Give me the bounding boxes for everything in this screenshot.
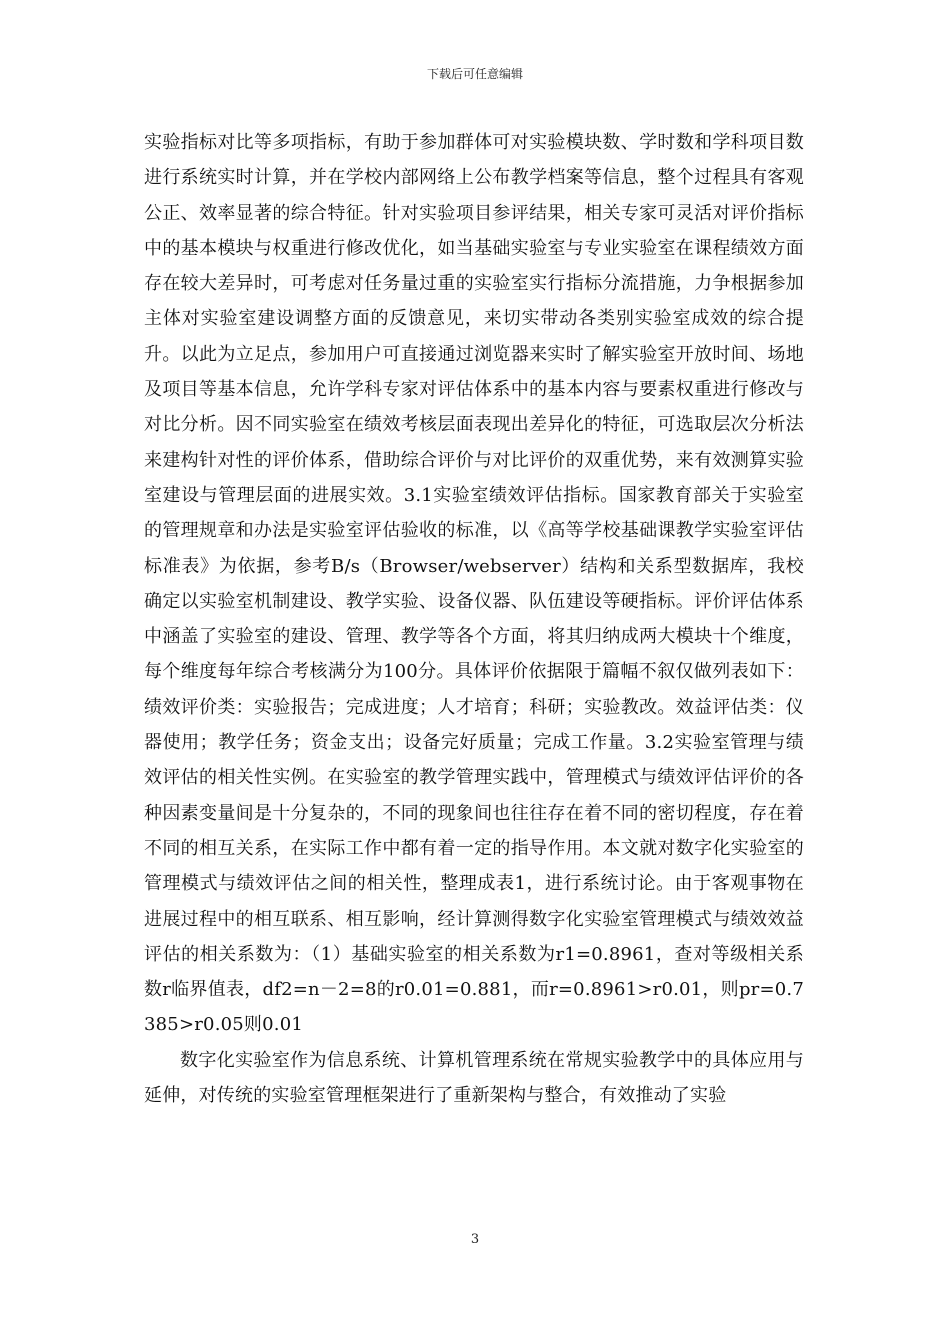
- page-number: 3: [470, 1232, 480, 1247]
- paragraph-continued: 实验指标对比等多项指标，有助于参加群体可对实验模块数、学时数和学科项目数进行系统实时计算，并在学校内部网络上公布教学档案等信息，整个过程具有客观公正、效率显著的综合特征。针对实验项目参评结果，相关专家可灵活对评价指标中的基本模块与权重进行修改优化，如当基础实验室与专业实验室在课程绩效方面存在较大差异时，可考虑对任务量过重的实验室实行指标分流措施，力争根据参加主体对实验室建设调整方面的反馈意见，来切实带动各类别实验室成效的综合提升。以此为立足点，参加用户可直接通过浏览器来实时了解实验室开放时间、场地及项目等基本信息，允许学科专家对评估体系中的基本内容与要素权重进行修改与对比分析。因不同实验室在绩效考核层面表现出差异化的特征，可选取层次分析法来建构针对性的评价体系，借助综合评价与对比评价的双重优势，来有效测算实验室建设与管理层面的进展实效。3.1实验室绩效评估指标。国家教育部关于实验室的管理规章和办法是实验室评估验收的标准，以《高等学校基础课教学实验室评估标准表》为依据，参考B/s（Browser/webserver）结构和关系型数据库，我校确定以实验室机制建设、教学实验、设备仪器、队伍建设等硬指标。评价评估体系中涵盖了实验室的建设、管理、教学等各个方面，将其归纳成两大模块十个维度，每个维度每年综合考核满分为100分。具体评价依据限于篇幅不叙仅做列表如下：绩效评价类：实验报告；完成进度；人才培育；科研；实验教改。效益评估类：仪器使用；教学任务；资金支出；设备完好质量；完成工作量。3.2实验室管理与绩效评估的相关性实例。在实验室的教学管理实践中，管理模式与绩效评估评价的各种因素变量间是十分复杂的，不同的现象间也往往存在着不同的密切程度，存在着不同的相互关系，在实际工作中都有着一定的指导作用。本文就对数字化实验室的管理模式与绩效评估之间的相关性，整理成表1，进行系统讨论。由于客观事物在进展过程中的相互联系、相互影响，经计算测得数字化实验室管理模式与绩效效益评估的相关系数为：（1）基础实验室的相关系数为r1=0.8961，查对等级相关系数r临界值表，df2=n－2=8的r0.01=0.881，而r=0.8961>r0.01，则pr=0.7385>r0.05则0.01: [144, 132, 804, 1036]
- paragraph: 数字化实验室作为信息系统、计算机管理系统在常规实验教学中的具体应用与延伸，对传统的实验室管理框架进行了重新架构与整合，有效推动了实验: [144, 1049, 804, 1107]
- page-header: 下载后可任意编辑: [426, 67, 523, 81]
- document-body: [144, 125, 804, 1113]
